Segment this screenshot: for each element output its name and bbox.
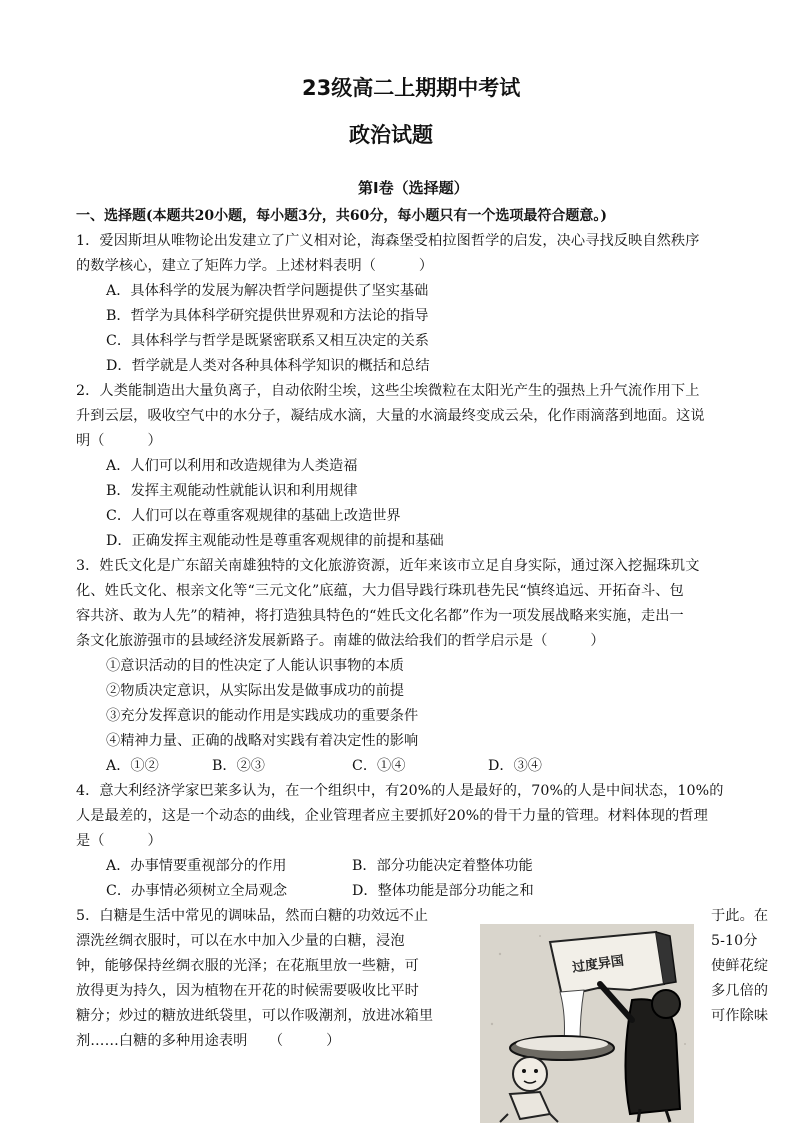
q5-stem-line2-left: 漂洗丝绸衣服时，可以在水中加入少量的白糖，浸泡 bbox=[76, 933, 405, 949]
q3-stem-line4: 条文化旅游强市的县域经济发展新路子。南雄的做法给我们的哲学启示是（ ） bbox=[76, 633, 605, 649]
cartoon-bag-label: 过度异国 bbox=[571, 953, 625, 976]
q3-stem-line1: 3．姓氏文化是广东韶关南雄独特的文化旅游资源，近年来该市立足自身实际，通过深入挖掘珠玑文 bbox=[76, 558, 700, 574]
cartoon-illustration bbox=[480, 924, 694, 1123]
q5-stem-line4-left: 放得更为持久，因为植物在开花的时候需要吸收比平时 bbox=[76, 983, 419, 999]
q3-option-b[interactable]: B．②③ bbox=[212, 758, 265, 774]
section-header: 一、选择题(本题共20小题，每小题3分，共60分，每小题只有一个选项最符合题意。) bbox=[76, 208, 607, 224]
q3-statement-3: ③充分发挥意识的能动作用是实践成功的重要条件 bbox=[106, 708, 419, 724]
q1-option-c[interactable]: C．具体科学与哲学是既紧密联系又相互决定的关系 bbox=[106, 333, 429, 349]
q5-stem-line5-left: 糖分；炒过的糖放进纸袋里，可以作吸潮剂，放进冰箱里 bbox=[76, 1008, 434, 1024]
q3-statement-1: ①意识活动的目的性决定了人能认识事物的本质 bbox=[106, 658, 404, 674]
q3-statement-4: ④精神力量、正确的战略对实践有着决定性的影响 bbox=[106, 733, 419, 749]
q1-stem-line1: 1．爱因斯坦从唯物论出发建立了广义相对论，海森堡受柏拉图哲学的启发，决心寻找反映自然秩序 bbox=[76, 233, 700, 249]
q5-stem-line3-left: 钟，能够保持丝绸衣服的光泽；在花瓶里放一些糖，可 bbox=[76, 958, 419, 974]
q1-stem-line2: 的数学核心，建立了矩阵力学。上述材料表明（ ） bbox=[76, 258, 434, 274]
exam-title: 23级高二上期期中考试 bbox=[302, 76, 521, 100]
q3-stem-line3: 容共济、敢为人先”的精神，将打造独具特色的“姓氏文化名都”作为一项发展战略来实施，走出一 bbox=[76, 608, 684, 624]
q3-option-c[interactable]: C．①④ bbox=[352, 758, 406, 774]
q4-option-c[interactable]: C．办事情必须树立全局观念 bbox=[106, 883, 288, 899]
q2-stem-line2: 升到云层，吸收空气中的水分子，凝结成水滴，大量的水滴最终变成云朵，化作雨滴落到地面。这说 bbox=[76, 408, 705, 424]
q3-option-a[interactable]: A．①② bbox=[106, 758, 159, 774]
q4-option-a[interactable]: A．办事情要重视部分的作用 bbox=[106, 858, 287, 874]
q2-option-d[interactable]: D．正确发挥主观能动性是尊重客观规律的前提和基础 bbox=[106, 533, 444, 549]
q3-statement-2: ②物质决定意识，从实际出发是做事成功的前提 bbox=[106, 683, 404, 699]
q3-stem-line2: 化、姓氏文化、根亲文化等“三元文化”底蕴，大力倡导践行珠玑巷先民“慎终追远、开拓奋斗、包 bbox=[76, 583, 684, 599]
q5-stem-line1-left: 5．白糖是生活中常见的调味品，然而白糖的功效远不止 bbox=[76, 908, 429, 924]
q3-option-d[interactable]: D．③④ bbox=[488, 758, 542, 774]
q4-option-b[interactable]: B．部分功能决定着整体功能 bbox=[352, 858, 533, 874]
q5-stem-line3-right: 使鲜花绽 bbox=[711, 958, 769, 974]
q5-stem-line5-right: 可作除味 bbox=[711, 1008, 769, 1024]
q5-stem-line1-right: 于此。在 bbox=[711, 908, 769, 924]
q1-option-a[interactable]: A．具体科学的发展为解决哲学问题提供了坚实基础 bbox=[106, 283, 429, 299]
q5-stem-line2-right: 5-10分 bbox=[711, 933, 758, 949]
q5-stem-line6: 剂……白糖的多种用途表明 （ ） bbox=[76, 1033, 341, 1049]
q4-stem-line3: 是（ ） bbox=[76, 833, 162, 849]
subject-title: 政治试题 bbox=[349, 123, 433, 147]
q2-stem-line3: 明（ ） bbox=[76, 433, 162, 449]
q2-option-b[interactable]: B．发挥主观能动性就能认识和利用规律 bbox=[106, 483, 358, 499]
q4-stem-line2: 人是最差的，这是一个动态的曲线，企业管理者应主要抓好20%的骨干力量的管理。材料体现的哲理 bbox=[76, 808, 708, 824]
q1-option-d[interactable]: D．哲学就是人类对各种具体科学知识的概括和总结 bbox=[106, 358, 430, 374]
q1-option-b[interactable]: B．哲学为具体科学研究提供世界观和方法论的指导 bbox=[106, 308, 429, 324]
q4-stem-line1: 4．意大利经济学家巴莱多认为，在一个组织中，有20%的人是最好的，70%的人是中间状态，10%的 bbox=[76, 783, 724, 799]
q5-stem-line4-right: 多几倍的 bbox=[711, 983, 769, 999]
volume-title: 第Ⅰ卷（选择题） bbox=[358, 179, 469, 197]
q2-option-a[interactable]: A．人们可以利用和改造规律为人类造福 bbox=[106, 458, 358, 474]
q4-option-d[interactable]: D．整体功能是部分功能之和 bbox=[352, 883, 534, 899]
q2-option-c[interactable]: C．人们可以在尊重客观规律的基础上改造世界 bbox=[106, 508, 401, 524]
q2-stem-line1: 2．人类能制造出大量负离子，自动依附尘埃，这些尘埃微粒在太阳光产生的强热上升气流作用下上 bbox=[76, 383, 700, 399]
